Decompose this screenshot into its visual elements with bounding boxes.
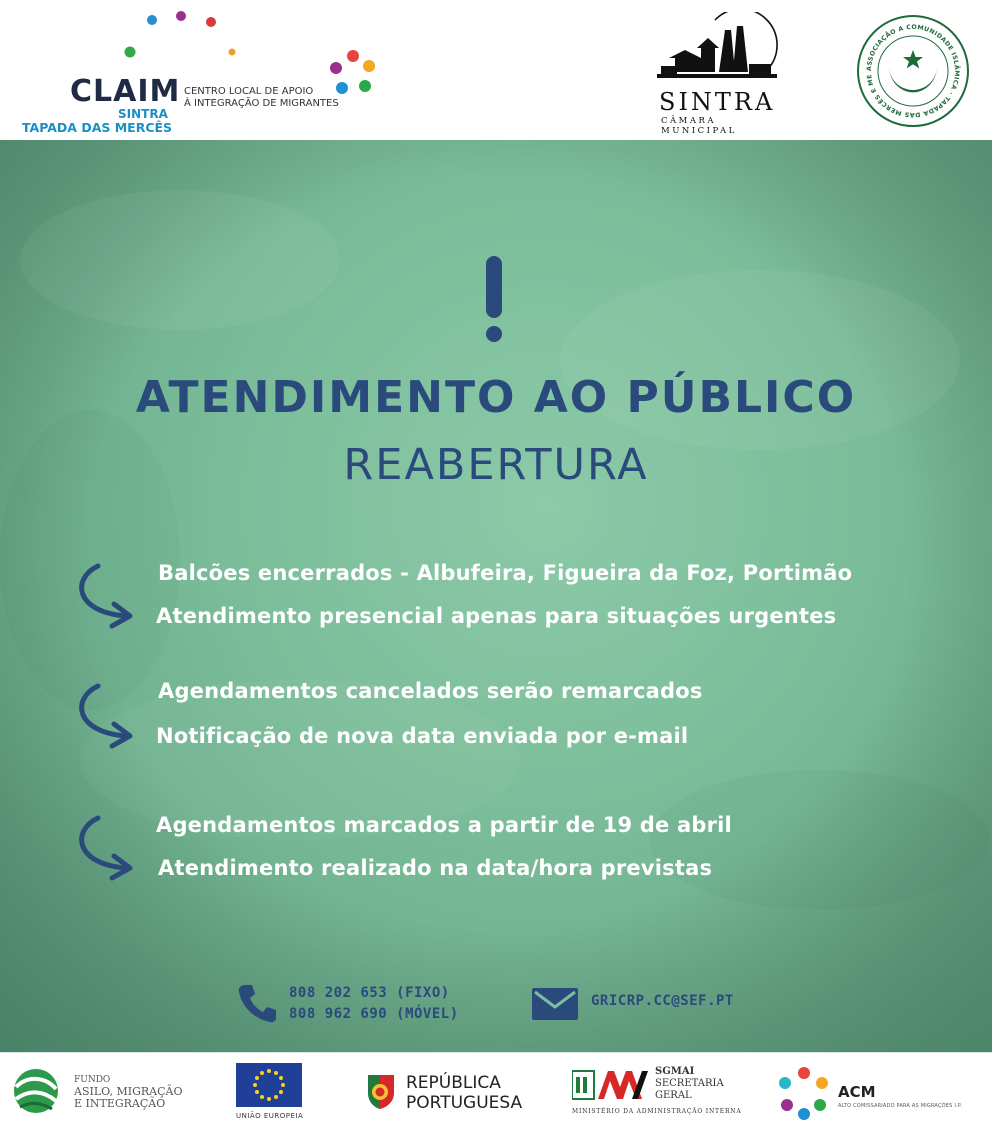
fami-line1: FUNDO: [74, 1075, 111, 1085]
acim-seal-logo: [856, 14, 970, 128]
sgmai-ministry: MINISTÉRIO DA ADMINISTRAÇÃO INTERNA: [572, 1108, 742, 1115]
republica-line1: REPÚBLICA: [406, 1073, 501, 1093]
info-line: Atendimento presencial apenas para situações urgentes: [156, 604, 837, 628]
announcement-poster: [0, 140, 992, 1052]
info-line: Notificação de nova data enviada por e-mail: [156, 724, 689, 748]
exclamation-icon: [486, 256, 502, 318]
people-circle-icon: [328, 48, 378, 98]
portugal-emblem-icon: [364, 1071, 398, 1113]
info-line: Atendimento realizado na data/hora previstas: [158, 856, 713, 880]
info-line: Agendamentos marcados a partir de 19 de abril: [156, 813, 732, 837]
fami-globe-icon: [12, 1067, 60, 1115]
claim-description-line1: CENTRO LOCAL DE APOIO: [184, 86, 314, 97]
sgmai-line1: SGMAI: [655, 1066, 695, 1077]
sgmai-line2: SECRETARIA: [655, 1078, 724, 1089]
sgmai-label: [655, 1066, 724, 1102]
phone-fixed: 808 202 653 (FIXO): [289, 985, 450, 1001]
fami-line3: E INTEGRAÇÃO: [74, 1097, 166, 1110]
claim-place: SINTRA: [118, 107, 168, 121]
footer-sponsors: [0, 1052, 992, 1134]
claim-name: CLAIM: [70, 74, 181, 109]
republica-label: [406, 1073, 522, 1113]
eu-flag-icon: [236, 1063, 302, 1107]
crescent-star-icon: [856, 14, 970, 128]
eu-label: UNIÃO EUROPEIA: [236, 1112, 304, 1120]
fami-line2: ASILO, MIGRAÇÃO: [74, 1085, 183, 1098]
acm-people-circle-icon: [776, 1065, 832, 1121]
acm-name: ACM: [838, 1083, 876, 1101]
poster-title: ATENDIMENTO AO PÚBLICO: [135, 372, 857, 423]
sintra-name: SINTRA: [659, 88, 776, 116]
poster-subtitle: REABERTURA: [343, 440, 649, 490]
phone-icon: [236, 982, 278, 1024]
curved-arrow-icon: [68, 680, 144, 752]
sintra-logo: [655, 12, 795, 136]
exclamation-dot-icon: [486, 326, 502, 342]
acm-subtitle: ALTO COMISSARIADO PARA AS MIGRAÇÕES I.P.: [838, 1103, 963, 1109]
sgmai-line3: GERAL: [655, 1090, 692, 1101]
claim-dots-icon: [18, 8, 258, 78]
phone-mobile: 808 962 690 (MÓVEL): [289, 1006, 459, 1022]
claim-logo: [18, 8, 398, 136]
republica-line2: PORTUGUESA: [406, 1093, 523, 1113]
info-line: Balcões encerrados - Albufeira, Figueira da Foz, Portimão: [158, 561, 853, 585]
email-icon: [532, 988, 578, 1020]
email-address: GRICRP.CC@SEF.PT: [591, 993, 734, 1009]
phone-numbers: [289, 983, 459, 1025]
header-logos: [0, 0, 992, 140]
sgmai-logo-icon: [572, 1067, 652, 1103]
info-line: Agendamentos cancelados serão remarcados: [158, 679, 703, 703]
acim-ring-text: ASSOCIAÇÃO A COMUNIDADE ISLÂMICA · TAPADA DAS MERCÊS E ME: [865, 23, 961, 119]
sintra-palace-icon: [655, 12, 795, 90]
sintra-subtitle: CÂMARA MUNICIPAL: [661, 116, 737, 136]
curved-arrow-icon: [68, 812, 144, 884]
curved-arrow-icon: [68, 560, 144, 632]
claim-description-line2: À INTEGRAÇÃO DE MIGRANTES: [184, 98, 339, 109]
claim-subplace: TAPADA DAS MERCÊS: [22, 120, 173, 135]
fami-label: [74, 1075, 183, 1110]
